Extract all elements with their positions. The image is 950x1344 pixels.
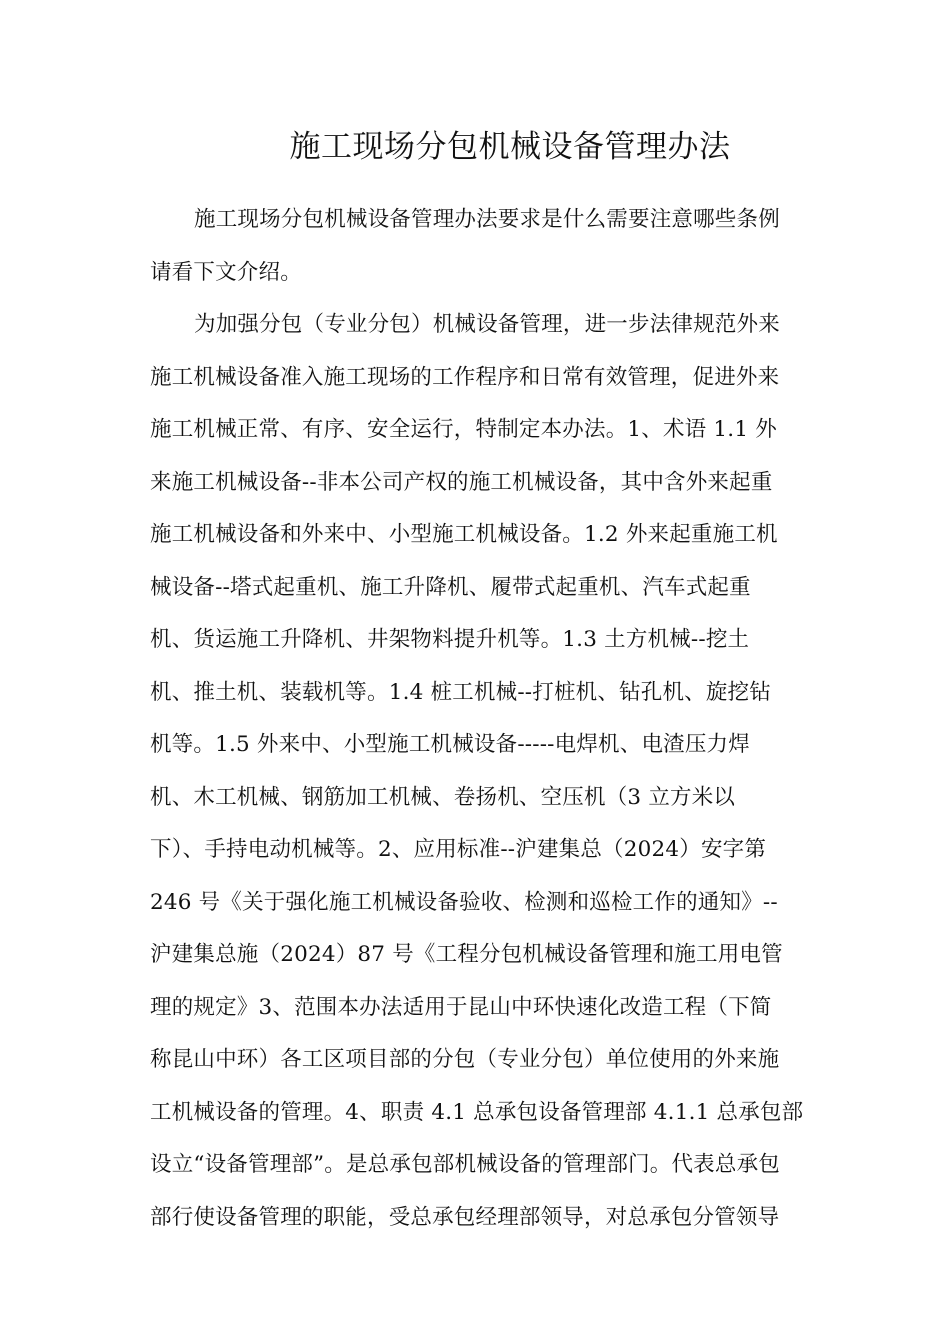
text-line: 机、木工机械、钢筋加工机械、卷扬机、空压机（3 立方米以: [150, 784, 736, 810]
text-line: 为加强分包（专业分包）机械设备管理，进一步法律规范外来: [194, 312, 780, 337]
text-line: 设立“设备管理部”。是总承包部机械设备的管理部门。代表总承包: [150, 1152, 780, 1177]
text-line: 机等。1.5 外来中、小型施工机械设备-----电焊机、电渣压力焊: [150, 732, 750, 757]
text-line: 施工机械设备和外来中、小型施工机械设备。1.2 外来起重施工机: [150, 522, 778, 547]
text-line: 机、货运施工升降机、井架物料提升机等。1.3 土方机械--挖土: [150, 627, 750, 652]
text-line: 称昆山中环）各工区项目部的分包（专业分包）单位使用的外来施: [150, 1047, 780, 1072]
text-line: 246 号《关于强化施工机械设备验收、检测和巡检工作的通知》--: [150, 889, 778, 915]
text-line: 沪建集总施（2024）87 号《工程分包机械设备管理和施工用电管: [150, 942, 783, 967]
text-line: 工机械设备的管理。4、职责 4.1 总承包设备管理部 4.1.1 总承包部: [150, 1099, 804, 1125]
document-body: [150, 194, 810, 1244]
text-line: 械设备--塔式起重机、施工升降机、履带式起重机、汽车式起重: [150, 574, 751, 600]
text-line: 来施工机械设备--非本公司产权的施工机械设备，其中含外来起重: [150, 469, 773, 495]
text-line: 施工机械设备准入施工现场的工作程序和日常有效管理，促进外来: [150, 364, 780, 390]
text-line: 请看下文介绍。: [150, 259, 302, 285]
text-line: 机、推土机、装载机等。1.4 桩工机械--打桩机、钻孔机、旋挖钻: [150, 679, 771, 705]
text-line: 施工机械正常、有序、安全运行，特制定本办法。1、术语 1.1 外: [150, 417, 777, 442]
text-line: 施工现场分包机械设备管理办法要求是什么需要注意哪些条例: [194, 207, 780, 232]
text-line: 部行使设备管理的职能，受总承包经理部领导，对总承包分管领导: [150, 1204, 780, 1230]
text-line: 理的规定》3、范围本办法适用于昆山中环快速化改造工程（下简: [150, 994, 772, 1020]
text-line: 下）、手持电动机械等。2、应用标准--沪建集总（2024）安字第: [150, 837, 767, 862]
document-title: 施工现场分包机械设备管理办法: [289, 129, 731, 165]
